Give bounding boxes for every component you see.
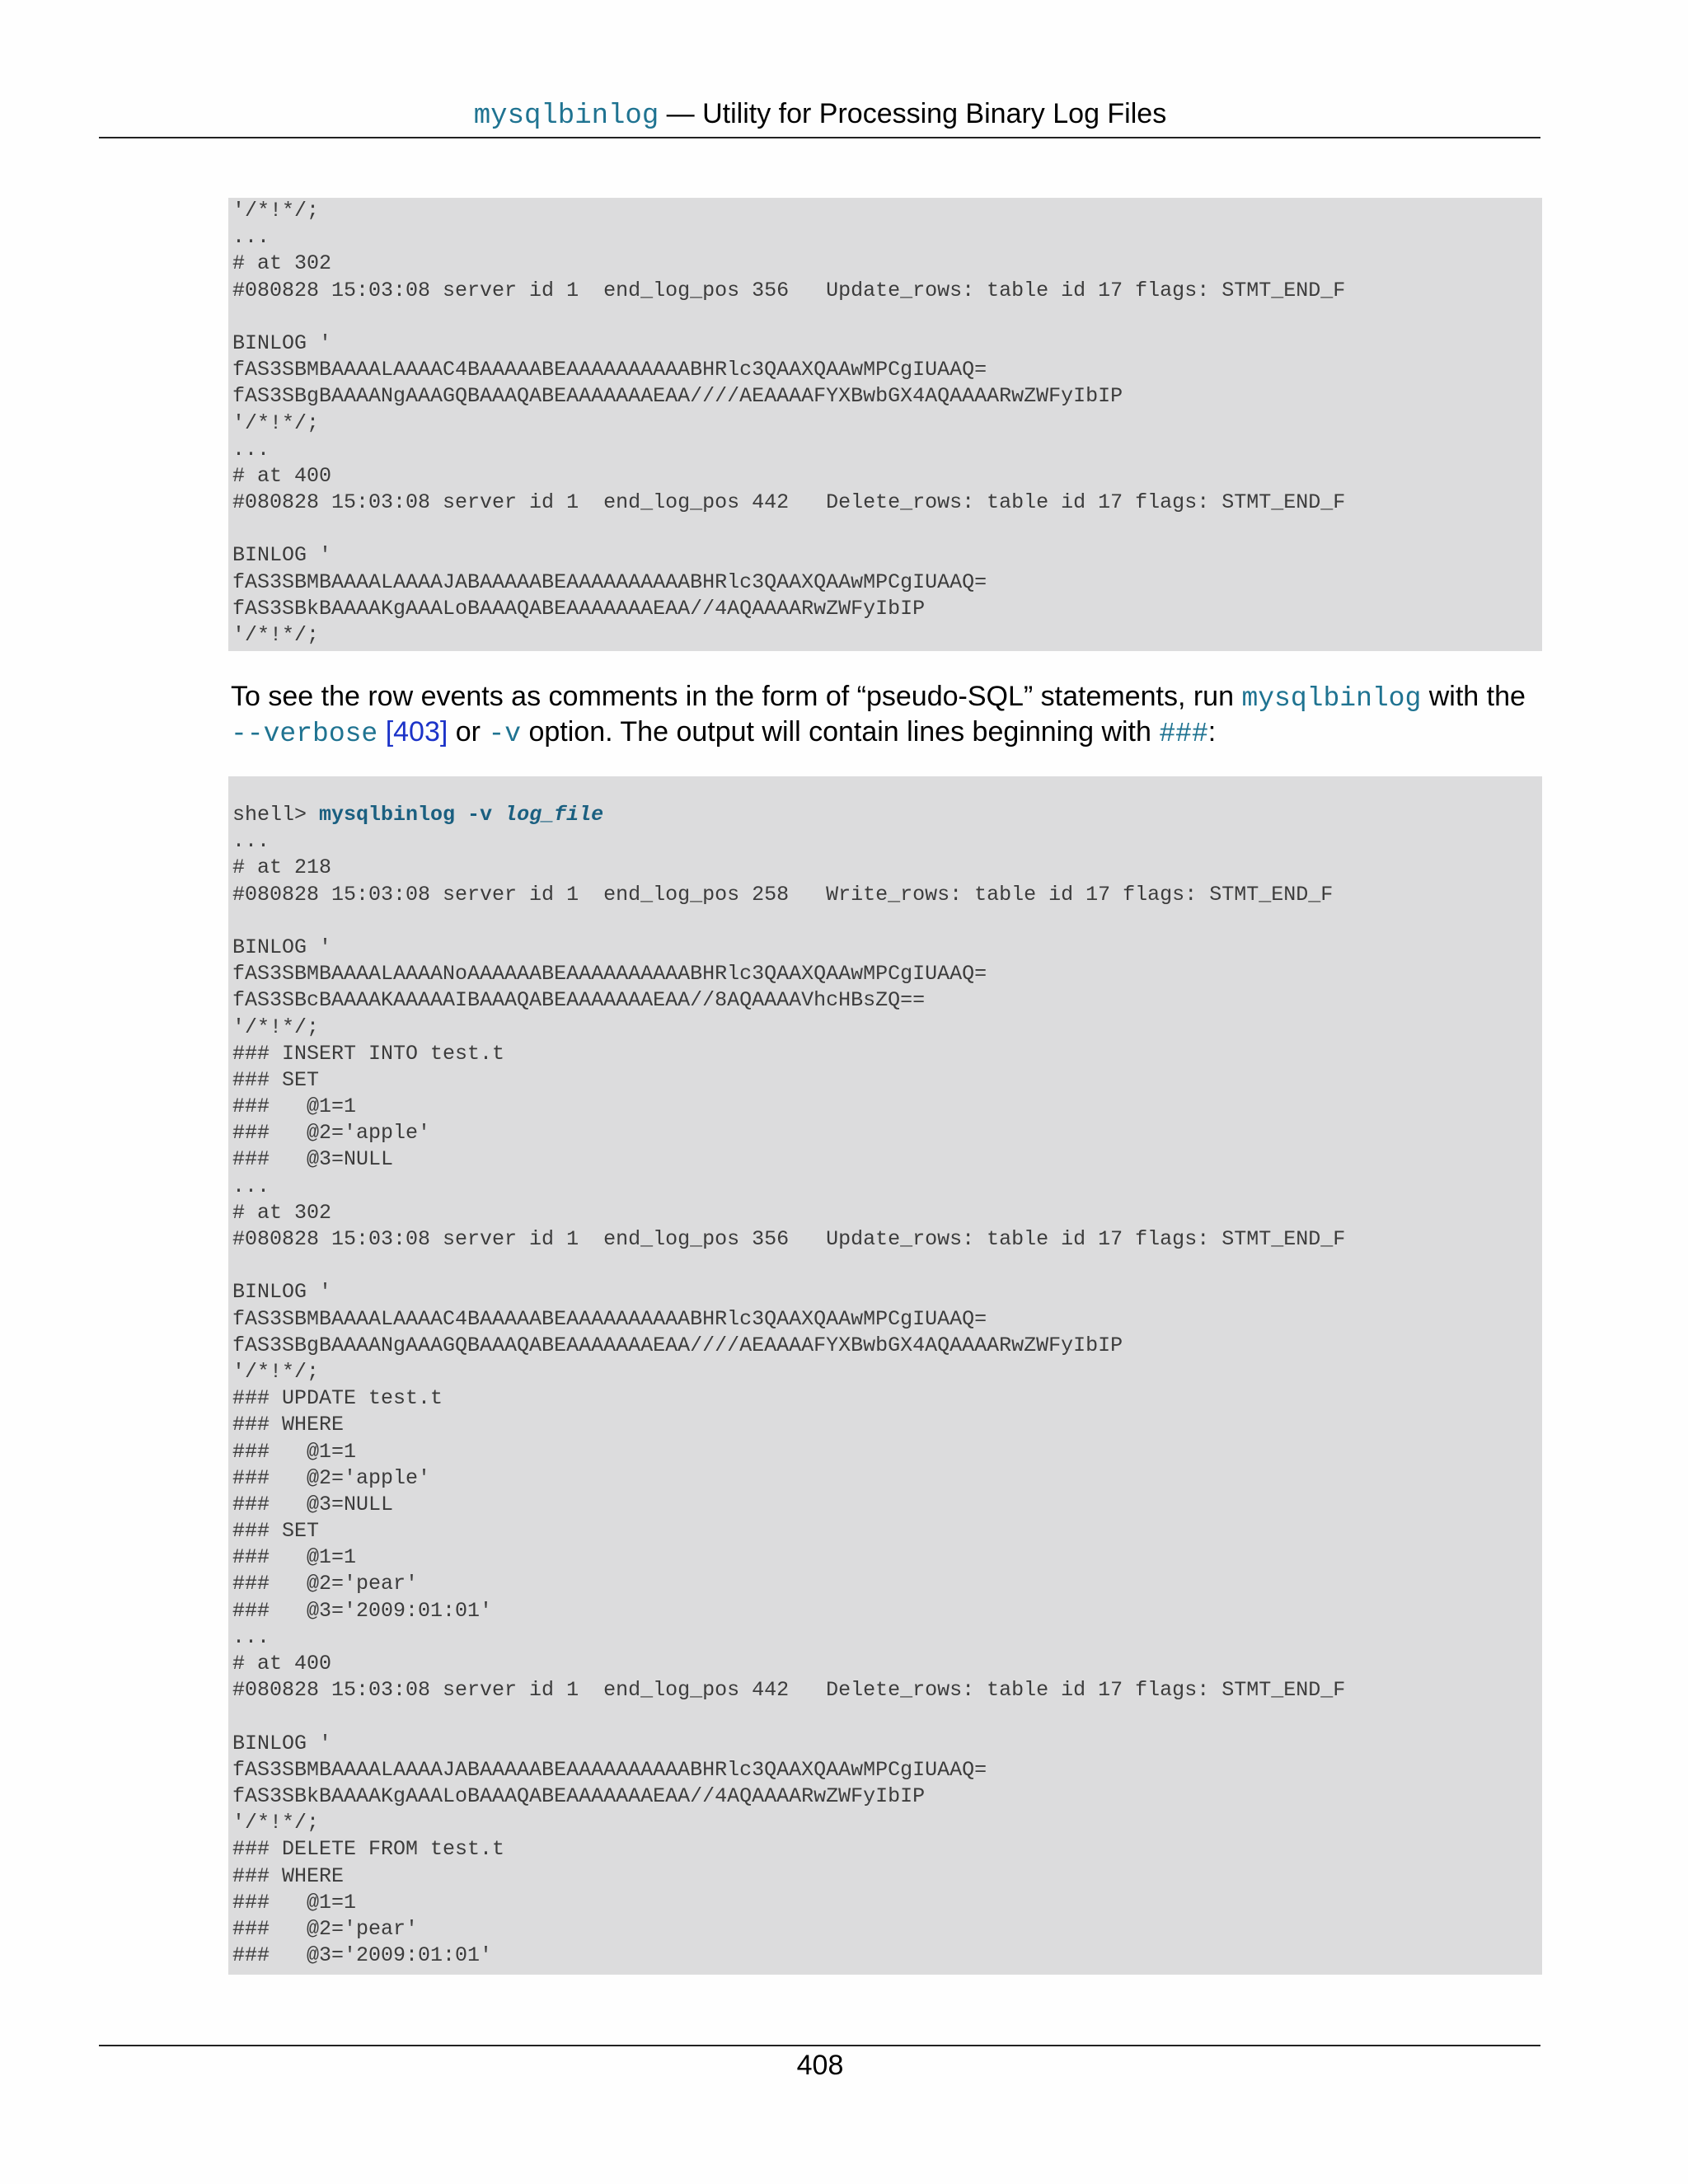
code-line: '/*!*/; xyxy=(232,623,320,647)
code-line: fAS3SBMBAAAALAAAANoAAAAAABEAAAAAAAAAABHRlc3QAAXQAAwMPCgIUAAQ= xyxy=(232,962,987,987)
shell-command-line xyxy=(232,802,1542,828)
code-line: #080828 15:03:08 server id 1 end_log_pos 258 Write_rows: table id 17 flags: STMT_END_F xyxy=(232,882,1334,907)
shell-argument: log_file xyxy=(504,803,604,827)
header-rule xyxy=(99,137,1540,138)
code-line xyxy=(232,1704,1542,1730)
code-line: BINLOG ' xyxy=(232,1280,332,1305)
code-line: BINLOG ' xyxy=(232,330,332,355)
code-line: ### @2='apple' xyxy=(232,1121,431,1146)
code-line: ### @1=1 xyxy=(232,1890,357,1915)
code-line: ... xyxy=(232,829,270,854)
code-line: fAS3SBkBAAAAKgAAALoBAAAQABEAAAAAAAEAA//4AQAAAARwZWFyIbIP xyxy=(232,1783,926,1808)
shell-prompt: shell> xyxy=(232,803,320,827)
page-header xyxy=(0,97,1640,133)
code-line: ### @2='pear' xyxy=(232,1916,419,1941)
code-line: ### @3=NULL xyxy=(232,1492,394,1516)
code-line: ### @1=1 xyxy=(232,1094,357,1119)
code-line: fAS3SBgBAAAANgAAAGQBAAAQABEAAAAAAAEAA////AEAAAAFYXBwbGX4AQAAAARwZWFyIbIP xyxy=(232,1333,1123,1357)
code-line: #080828 15:03:08 server id 1 end_log_pos 356 Update_rows: table id 17 flags: STMT_END_F xyxy=(232,278,1346,302)
code-line: ### @3=NULL xyxy=(232,1147,394,1172)
header-command[interactable]: mysqlbinlog xyxy=(473,101,659,132)
code-line: ### @2='pear' xyxy=(232,1572,419,1596)
code-line: '/*!*/; xyxy=(232,1359,320,1384)
code-line: ... xyxy=(232,225,270,250)
page-number: 408 xyxy=(796,2050,844,2081)
code-block-binlog-output xyxy=(228,198,1542,651)
code-line: '/*!*/; xyxy=(232,1811,320,1835)
code-line: ### SET xyxy=(232,1519,320,1544)
code-line: BINLOG ' xyxy=(232,1731,332,1755)
code-line: # at 302 xyxy=(232,1200,332,1225)
code-line: ### UPDATE test.t xyxy=(232,1386,443,1411)
code-line: ### INSERT INTO test.t xyxy=(232,1041,505,1066)
code-line: fAS3SBkBAAAAKgAAALoBAAAQABEAAAAAAAEAA//4AQAAAARwZWFyIbIP xyxy=(232,596,926,621)
code-block-verbose-output xyxy=(228,776,1542,1975)
inline-code-verbose-option[interactable]: --verbose xyxy=(231,719,378,749)
shell-command: mysqlbinlog -v xyxy=(319,803,505,827)
code-line: ### @1=1 xyxy=(232,1545,357,1570)
header-title: — Utility for Processing Binary Log Files xyxy=(659,98,1167,129)
footer-rule xyxy=(99,2045,1540,2046)
code-line: ### DELETE FROM test.t xyxy=(232,1837,505,1862)
inline-code-v-option[interactable]: -v xyxy=(488,719,522,749)
code-line: ... xyxy=(232,1174,270,1198)
body-paragraph: To see the row events as comments in the form of “pseudo-SQL” statements, run mysqlbinlog with the --verbose [403] or -v option. The output will contain lines beginning with ###: xyxy=(231,681,1526,749)
code-line: ### @2='apple' xyxy=(232,1465,431,1490)
cross-reference-link[interactable]: [403] xyxy=(385,716,448,748)
code-line: fAS3SBMBAAAALAAAAJABAAAAABEAAAAAAAAAABHRlc3QAAXQAAwMPCgIUAAQ= xyxy=(232,1757,987,1782)
code-line: '/*!*/; xyxy=(232,1015,320,1039)
code-line: ... xyxy=(232,1624,270,1649)
code-line xyxy=(232,304,1542,330)
code-line: ### WHERE xyxy=(232,1863,345,1888)
code-line xyxy=(232,908,1542,935)
code-line: fAS3SBcBAAAAKAAAAAIBAAAQABEAAAAAAAEAA//8AQAAAAVhcHBsZQ== xyxy=(232,988,926,1013)
code-line: #080828 15:03:08 server id 1 end_log_pos 356 Update_rows: table id 17 flags: STMT_END_F xyxy=(232,1227,1346,1251)
code-line: fAS3SBgBAAAANgAAAGQBAAAQABEAAAAAAAEAA////AEAAAAFYXBwbGX4AQAAAARwZWFyIbIP xyxy=(232,384,1123,409)
code-line: fAS3SBMBAAAALAAAAC4BAAAAABEAAAAAAAAAABHRlc3QAAXQAAwMPCgIUAAQ= xyxy=(232,358,987,382)
code-line: '/*!*/; xyxy=(232,410,320,435)
code-line: ### @3='2009:01:01' xyxy=(232,1598,493,1623)
code-line: # at 302 xyxy=(232,251,332,276)
code-line: #080828 15:03:08 server id 1 end_log_pos 442 Delete_rows: table id 17 flags: STMT_END_F xyxy=(232,490,1346,515)
code-line: '/*!*/; xyxy=(232,199,320,223)
code-line: ### @1=1 xyxy=(232,1439,357,1464)
code-line: # at 400 xyxy=(232,1652,332,1675)
code-line: ### @3='2009:01:01' xyxy=(232,1943,493,1968)
code-line: BINLOG ' xyxy=(232,543,332,568)
code-line xyxy=(232,516,1542,542)
code-line: # at 400 xyxy=(232,463,332,488)
code-line: BINLOG ' xyxy=(232,935,332,959)
code-line: # at 218 xyxy=(232,855,332,880)
code-line xyxy=(232,1253,1542,1279)
inline-code-hash-marker: ### xyxy=(1159,719,1208,749)
code-line: ### WHERE xyxy=(232,1413,345,1437)
code-line: fAS3SBMBAAAALAAAAJABAAAAABEAAAAAAAAAABHRlc3QAAXQAAwMPCgIUAAQ= xyxy=(232,569,987,594)
code-line: ... xyxy=(232,437,270,462)
code-line: #080828 15:03:08 server id 1 end_log_pos 442 Delete_rows: table id 17 flags: STMT_END_F xyxy=(232,1678,1346,1703)
code-line: ### SET xyxy=(232,1067,320,1092)
code-line: fAS3SBMBAAAALAAAAC4BAAAAABEAAAAAAAAAABHRlc3QAAXQAAwMPCgIUAAQ= xyxy=(232,1306,987,1331)
inline-code-mysqlbinlog[interactable]: mysqlbinlog xyxy=(1241,683,1422,714)
